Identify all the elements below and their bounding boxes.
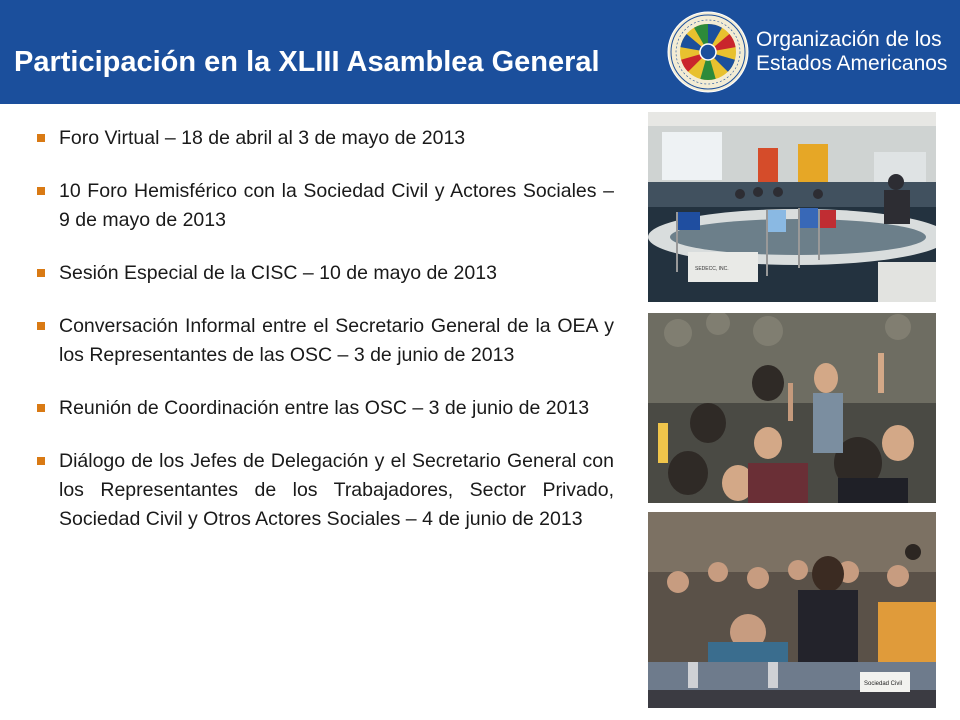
photo-delegates <box>648 512 936 708</box>
photo-audience <box>648 313 936 503</box>
oas-seal-logo <box>667 11 749 93</box>
event-item-informal-conversation: Conversación Informal entre el Secretario General de la OEA y los Representantes de las OSC – 3 de junio de 2013 <box>36 312 614 370</box>
org-name <box>756 28 956 76</box>
event-item-virtual-forum: Foro Virtual – 18 de abril al 3 de mayo de 2013 <box>36 124 614 153</box>
civil-society-placard: Sociedad Civil <box>864 681 903 687</box>
org-name-line-1: Organización de los <box>756 28 942 51</box>
event-item-hemispheric-forum: 10 Foro Hemisférico con la Sociedad Civil y Actores Sociales – 9 de mayo de 2013 <box>36 177 614 235</box>
org-name-line-2: Estados Americanos <box>756 52 948 75</box>
event-item-coordination-meeting: Reunión de Coordinación entre las OSC – 3 de junio de 2013 <box>36 394 614 423</box>
event-list <box>36 124 614 558</box>
header-banner <box>0 0 960 104</box>
event-item-dialogue: Diálogo de los Jefes de Delegación y el Secretario General con los Representantes de los Trabajadores, Sector Privado, Sociedad Civil y Otros Actores Sociales – 4 de junio de 2013 <box>36 447 614 534</box>
page-title: Participación en la XLIII Asamblea General <box>14 46 600 78</box>
meeting-placard: SEDECC, INC. <box>695 266 729 272</box>
event-item-cisc-session: Sesión Especial de la CISC – 10 de mayo de 2013 <box>36 259 614 288</box>
photo-conference-room <box>648 112 936 302</box>
